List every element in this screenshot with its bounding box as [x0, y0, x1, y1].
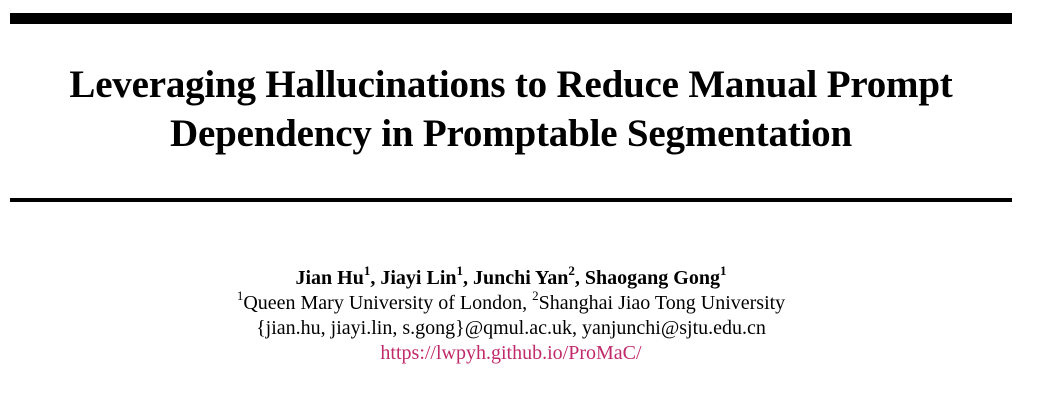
author-separator: ,	[574, 267, 585, 289]
author-separator: ,	[370, 267, 381, 289]
project-link-line	[0, 341, 1022, 366]
bottom-rule	[10, 198, 1012, 202]
author-name: Jian Hu	[295, 267, 364, 289]
affiliation-mark: 1	[236, 288, 244, 304]
top-rule	[10, 13, 1012, 24]
title-line-1: Leveraging Hallucinations to Reduce Manual Prompt	[69, 63, 953, 106]
affiliation-separator: ,	[522, 292, 533, 314]
author-emails: {jian.hu, jiayi.lin, s.gong}@qmul.ac.uk, yanjunchi@sjtu.edu.cn	[256, 317, 766, 339]
author-affil-mark: 1	[719, 263, 727, 279]
author-list	[0, 263, 1022, 291]
author-name: Junchi Yan	[473, 267, 569, 289]
affiliation-mark: 2	[532, 288, 539, 304]
title-line-2: Dependency in Promptable Segmentation	[170, 112, 852, 155]
project-page-link[interactable]: https://lwpyh.github.io/ProMaC/	[380, 342, 642, 364]
author-affil-mark: 1	[456, 263, 463, 279]
author-name: Jiayi Lin	[380, 267, 457, 289]
author-block	[0, 263, 1022, 366]
author-affil-mark: 2	[568, 263, 575, 279]
affiliation-name: Queen Mary University of London	[243, 292, 523, 314]
author-separator: ,	[463, 267, 473, 289]
author-name: Shaogang Gong	[584, 267, 720, 289]
paper-title	[0, 60, 1022, 158]
affiliation-list	[0, 288, 1022, 316]
author-affil-mark: 1	[363, 263, 371, 279]
affiliation-name: Shanghai Jiao Tong University	[538, 292, 786, 314]
